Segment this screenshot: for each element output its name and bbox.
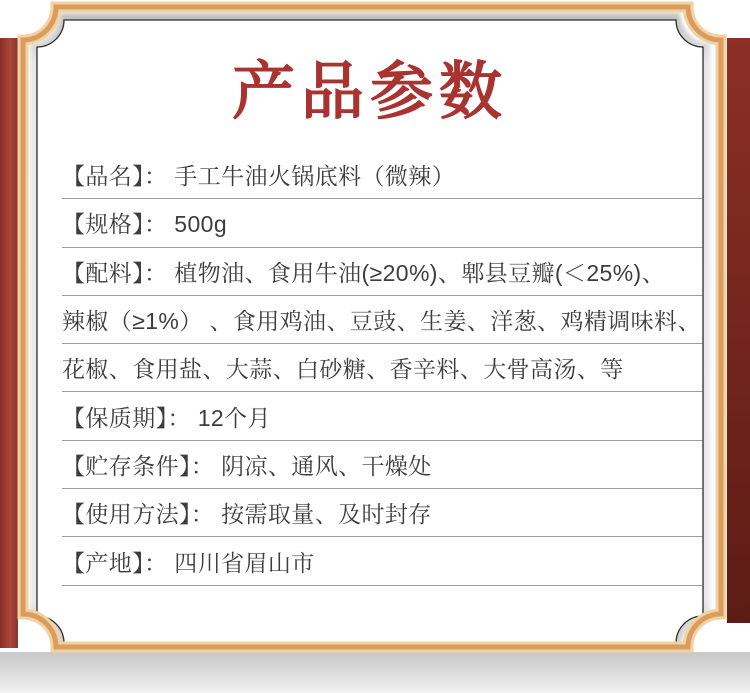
right-red-ribbon [727, 38, 750, 623]
param-line: 【贮存条件】： 阴凉、通风、干燥处 [62, 441, 702, 489]
param-line: 花椒、食用盐、大蒜、白砂糖、香辛料、大骨高汤、等 [62, 344, 702, 392]
param-line: 【规格】： 500g [62, 199, 702, 247]
param-line: 【产地】： 四川省眉山市 [62, 537, 702, 585]
params-table [62, 151, 702, 586]
param-line: 【配料】： 植物油、食用牛油(≥20%)、郫县豆瓣(＜25%)、 [62, 248, 702, 296]
param-line: 【使用方法】： 按需取量、及时封存 [62, 489, 702, 537]
left-red-ribbon [0, 38, 18, 648]
page-title: 产品参数 [232, 53, 508, 128]
param-line: 【品名】： 手工牛油火锅底料（微辣） [62, 151, 702, 199]
param-line: 【保质期】： 12个月 [62, 392, 702, 440]
param-line: 辣椒（≥1%） 、食用鸡油、豆豉、生姜、洋葱、鸡精调味料、 [62, 296, 702, 344]
bottom-gray-strip [0, 652, 750, 693]
